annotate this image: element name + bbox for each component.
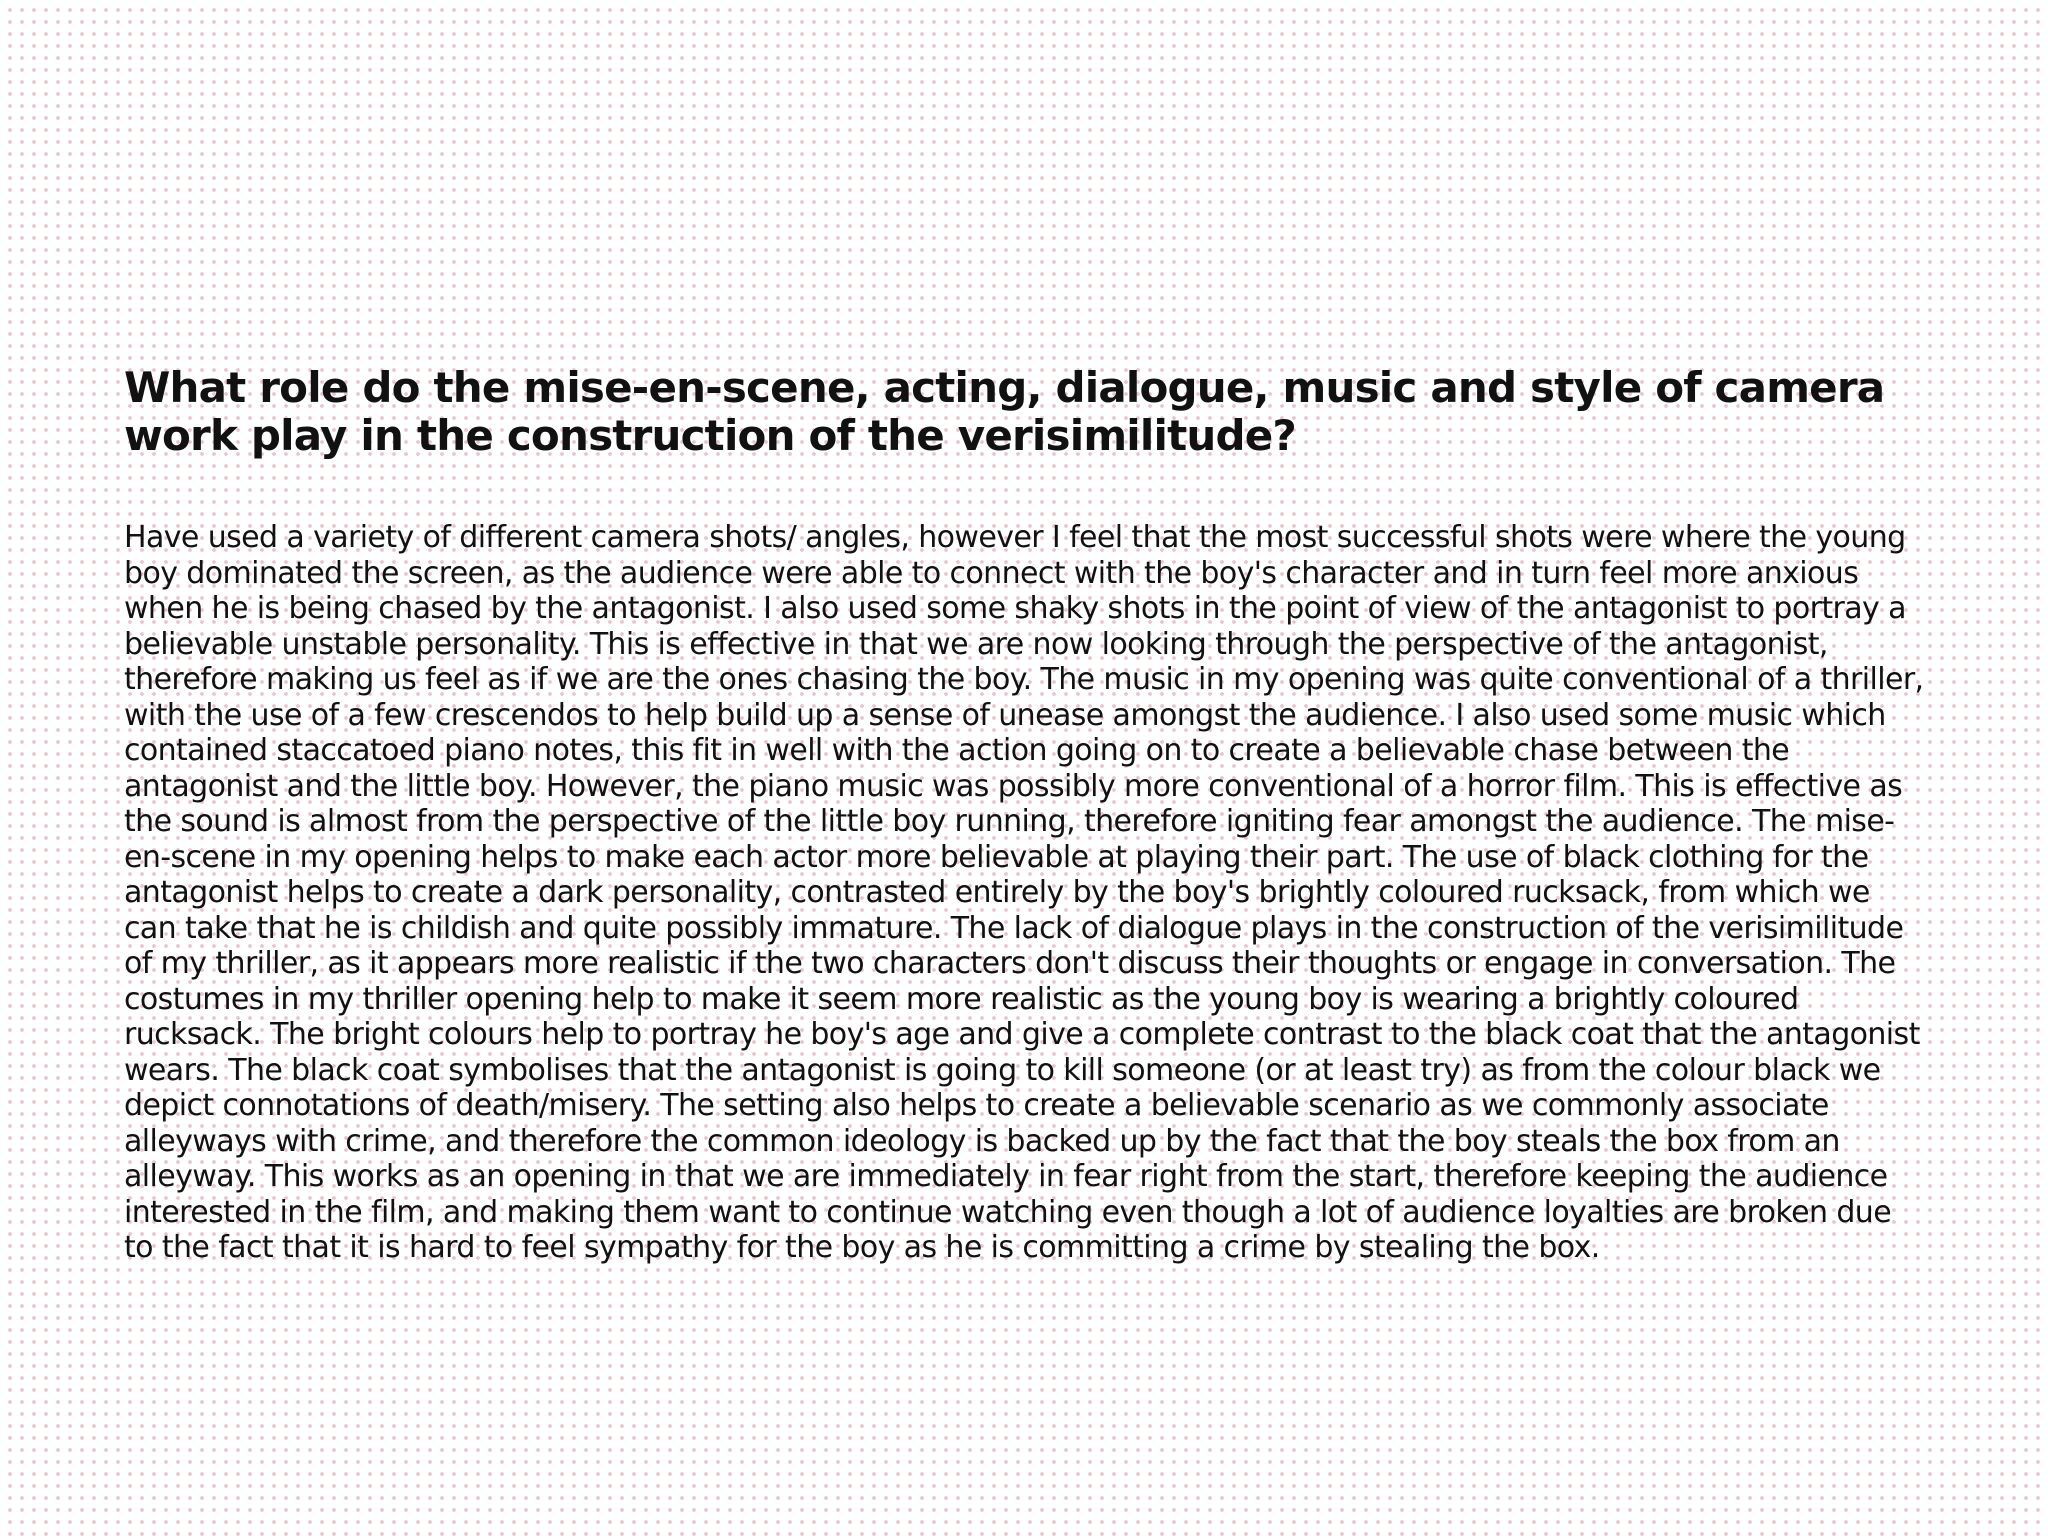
slide-body-text: Have used a variety of different camera shots/ angles, however I feel that the most successful shots were where the young boy dominated the screen, as the audience were able to connect with the boy's character and in turn feel more anxious when he is being chased by the antagonist. I also used some shaky shots in the point of view of the antagonist to portray a believable unstable personality. This is effective in that we are now looking through the perspective of the antagonist, therefore making us feel as if we are the ones chasing the boy. The music in my opening was quite conventional of a thriller, with the use of a few crescendos to help build up a sense of unease amongst the audience. I also used some music which contained staccatoed piano notes, this fit in well with the action going on to create a believable chase between the antagonist and the little boy. However, the piano music was possibly more conventional of a horror film. This is effective as the sound is almost from the perspective of the little boy running, therefore igniting fear amongst the audience. The mise-en-scene in my opening helps to make each actor more believable at playing their part. The use of black clothing for the antagonist helps to create a dark personality, contrasted entirely by the boy's brightly coloured rucksack, from which we can take that he is childish and quite possibly immature. The lack of dialogue plays in the construction of the verisimilitude of my thriller, as it appears more realistic if the two characters don't discuss their thoughts or engage in conversation. The costumes in my thriller opening help to make it seem more realistic as the young boy is wearing a brightly coloured rucksack. The bright colours help to portray he boy's age and give a complete contrast to the black coat that the antagonist wears. The black coat symbolises that the antagonist is going to kill someone (or at least try) as from the colour black we depict connotations of death/misery. The setting also helps to create a believable scenario as we commonly associate alleyways with crime, and therefore the common ideology is backed up by the fact that the boy steals the box from an alleyway. This works as an opening in that we are immediately in fear right from the start, therefore keeping the audience interested in the film, and making them want to continue watching even though a lot of audience loyalties are broken due to the fact that it is hard to feel sympathy for the boy as he is committing a crime by stealing the box. bbox=[124, 520, 1924, 1265]
slide-title: What role do the mise-en-scene, acting, dialogue, music and style of camera work play in the construction of the verisimilitude? bbox=[124, 363, 1885, 460]
slide-content bbox=[124, 364, 1924, 1266]
